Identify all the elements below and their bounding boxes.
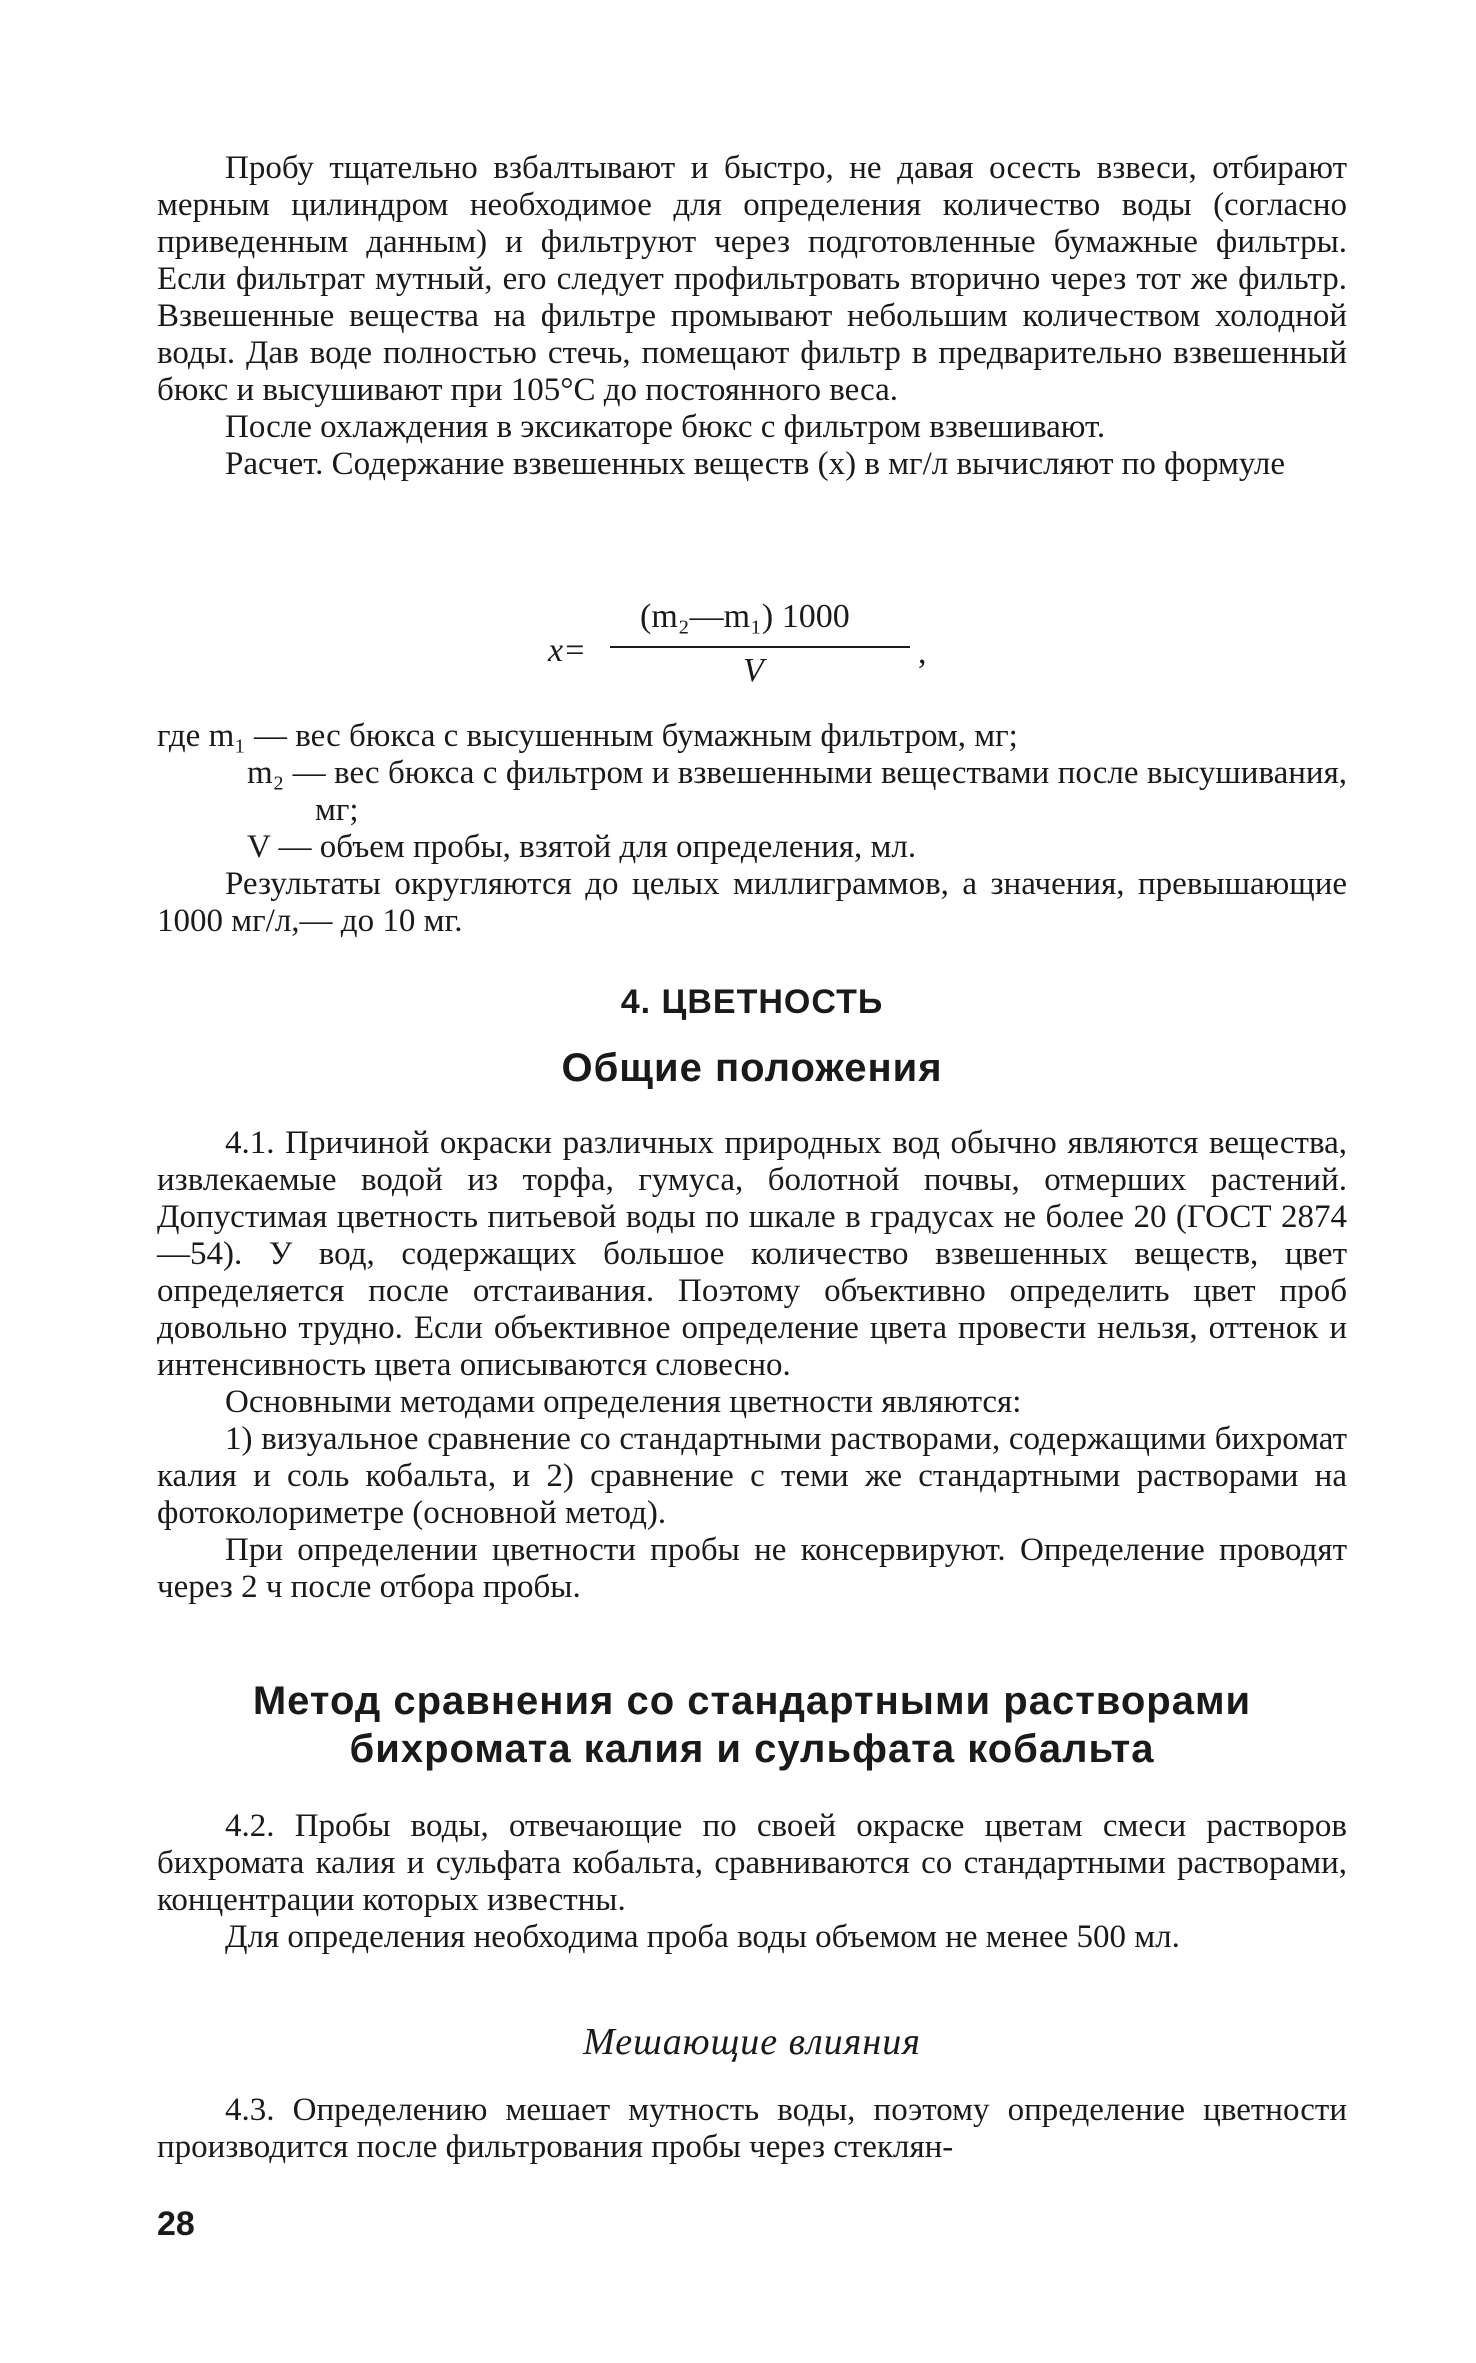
- formula-numerator: (m₂—m₁) 1000: [640, 598, 850, 635]
- page-number: 28: [157, 2205, 195, 2243]
- definition-m1: где m₁ — вес бюкса с высушенным бумажным фильтром, мг;: [157, 718, 1018, 754]
- text-block-definitions: [157, 718, 1347, 940]
- paragraph-filtering: Пробу тщательно взбалтывают и быстро, не давая осесть взвеси, отбирают мерным цилиндром необходимое для определения количество воды (согласно приведенным данным) и фильтруют через подготовленные бумажные фильтры. Если фильтрат мутный, его следует профильтровать вторично через тот же фильтр. Взвешенные вещества на фильтре промывают небольшим количеством холодной воды. Дав воде полностью стечь, помещают фильтр в предварительно взвешенный бюкс и высушивают при 105°С до постоянного веса.: [157, 150, 1347, 408]
- subheading-general: Общие положения: [561, 1046, 943, 1090]
- text-block-general: [157, 1125, 1347, 1606]
- paragraph-rounding: Результаты округляются до целых миллиграммов, а значения, превышающие 1000 мг/л,— до 10 мг.: [157, 866, 1347, 939]
- fraction-bar: [610, 646, 910, 648]
- paragraph-methods: Основными методами определения цветности являются:: [225, 1384, 1022, 1420]
- paragraph-calculation: Расчет. Содержание взвешенных веществ (x) в мг/л вычисляют по формуле: [225, 446, 1285, 482]
- method-heading-line1: Метод сравнения со стандартными растворами: [252, 1679, 1252, 1723]
- paragraph-4-2: 4.2. Пробы воды, отвечающие по своей окраске цветам смеси растворов бихромата калия и сульфата кобальта, сравниваются со стандартными растворами, концентрации которых известны.: [157, 1808, 1347, 1918]
- formula-comma: ,: [918, 634, 927, 671]
- paragraph-methods-list: 1) визуальное сравнение со стандартными растворами, содержащими бихромат калия и соль кобальта, и 2) сравнение с теми же стандартными растворами на фотоколориметре (основной метод).: [157, 1421, 1347, 1531]
- formula-denominator: V: [743, 652, 764, 689]
- paragraph-volume: Для определения необходима проба воды объемом не менее 500 мл.: [225, 1919, 1180, 1955]
- text-block-interference: [157, 2092, 1347, 2166]
- paragraph-conservation: При определении цветности пробы не консервируют. Определение проводят через 2 ч после отбора пробы.: [157, 1532, 1347, 1605]
- interference-heading: Мешающие влияния: [583, 2021, 921, 2063]
- text-block-sample-prep: [157, 150, 1347, 483]
- formula-lhs: x=: [548, 632, 587, 669]
- paragraph-4-3: 4.3. Определению мешает мутность воды, поэтому определение цветности производится после фильтрования пробы через стеклян-: [157, 2092, 1347, 2165]
- section-heading: 4. ЦВЕТНОСТЬ: [620, 983, 884, 1021]
- text-block-method: [157, 1808, 1347, 1956]
- method-heading-line2: бихромата калия и сульфата кобальта: [349, 1727, 1155, 1771]
- paragraph-cooling: После охлаждения в эксикаторе бюкс с фильтром взвешивают.: [225, 409, 1106, 445]
- paragraph-4-1: 4.1. Причиной окраски различных природных вод обычно являются вещества, извлекаемые водой из торфа, гумуса, болотной почвы, отмерших растений. Допустимая цветность питьевой воды по шкале в градусах не более 20 (ГОСТ 2874—54). У вод, содержащих большое количество взвешенных веществ, цвет определяется после отстаивания. Поэтому объективно определить цвет проб довольно трудно. Если объективное определение цвета провести нельзя, оттенок и интенсивность цвета описываются словесно.: [157, 1125, 1347, 1383]
- formula-suspended-solids: [548, 598, 988, 708]
- definition-v: V — объем пробы, взятой для определения, мл.: [247, 829, 917, 865]
- definition-m2: m₂ — вес бюкса с фильтром и взвешенными веществами после высушивания, мг;: [247, 755, 1347, 828]
